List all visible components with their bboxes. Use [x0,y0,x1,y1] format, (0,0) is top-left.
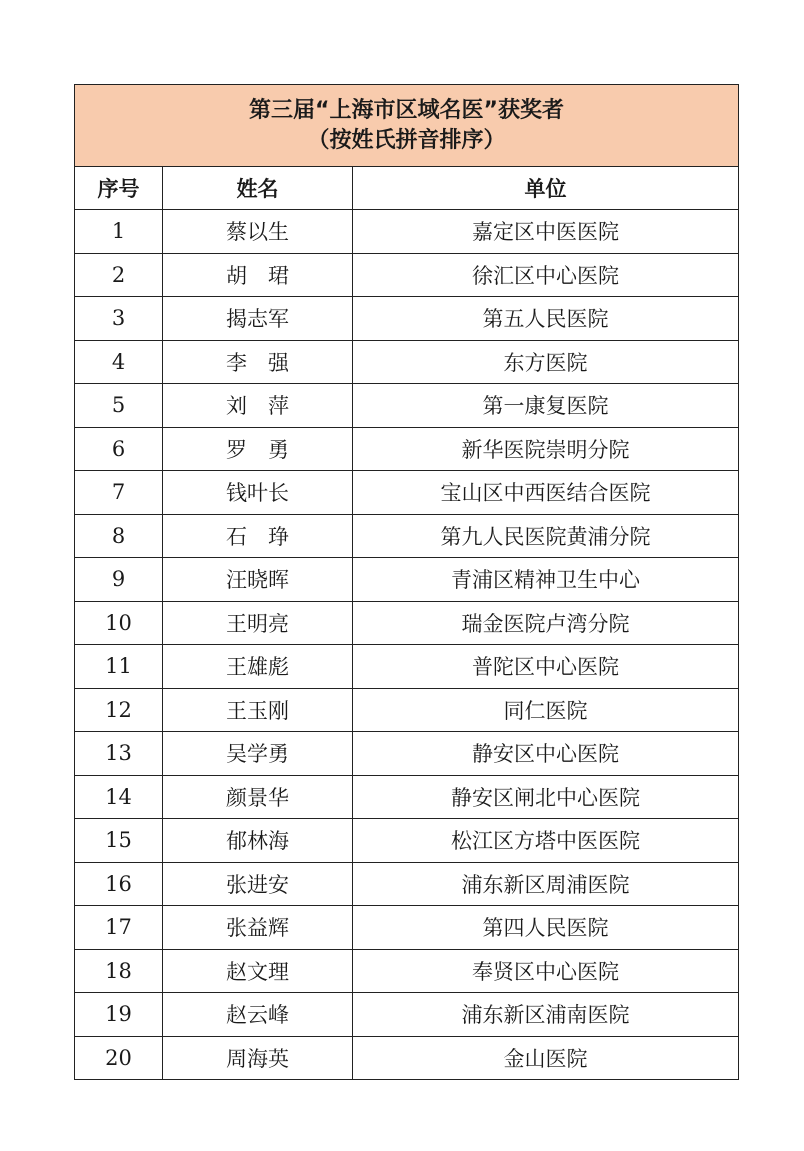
table-row [75,514,739,558]
row-unit-cell: 松江区方塔中医医院 [353,819,739,863]
row-unit-cell: 新华医院崇明分院 [353,427,739,471]
row-index-cell: 15 [75,819,163,863]
row-index-cell: 8 [75,514,163,558]
row-index-cell: 4 [75,340,163,384]
row-unit-cell: 宝山区中西医结合医院 [353,471,739,515]
row-unit-cell: 同仁医院 [353,688,739,732]
row-name-cell: 赵云峰 [163,993,353,1037]
row-name-cell: 汪晓晖 [163,558,353,602]
column-header-name: 姓名 [163,167,353,210]
title-line-1: 第三届“上海市区域名医”获奖者 [249,97,564,123]
row-unit-cell: 青浦区精神卫生中心 [353,558,739,602]
table-row [75,862,739,906]
row-name-cell: 吴学勇 [163,732,353,776]
row-index-cell: 10 [75,601,163,645]
row-index-cell: 12 [75,688,163,732]
row-unit-cell: 第九人民医院黄浦分院 [353,514,739,558]
row-unit-cell: 静安区中心医院 [353,732,739,776]
row-unit-cell: 普陀区中心医院 [353,645,739,689]
row-name-cell: 钱叶长 [163,471,353,515]
row-name-cell: 郁林海 [163,819,353,863]
row-index-cell: 14 [75,775,163,819]
row-unit-cell: 第一康复医院 [353,384,739,428]
column-header-index: 序号 [75,167,163,210]
row-index-cell: 7 [75,471,163,515]
row-index-cell: 17 [75,906,163,950]
row-unit-cell: 瑞金医院卢湾分院 [353,601,739,645]
row-name-cell: 刘 萍 [163,384,353,428]
table-row [75,819,739,863]
row-name-cell: 张进安 [163,862,353,906]
row-unit-cell: 奉贤区中心医院 [353,949,739,993]
row-name-cell: 王玉刚 [163,688,353,732]
table-row [75,949,739,993]
row-unit-cell: 嘉定区中医医院 [353,210,739,254]
row-name-cell: 颜景华 [163,775,353,819]
row-name-cell: 赵文理 [163,949,353,993]
row-unit-cell: 金山医院 [353,1036,739,1080]
table-row [75,775,739,819]
row-name-cell: 周海英 [163,1036,353,1080]
row-unit-cell: 浦东新区周浦医院 [353,862,739,906]
table-row [75,384,739,428]
table-row [75,297,739,341]
row-index-cell: 3 [75,297,163,341]
row-unit-cell: 第四人民医院 [353,906,739,950]
header-row [75,167,739,210]
row-name-cell: 蔡以生 [163,210,353,254]
row-name-cell: 李 强 [163,340,353,384]
row-unit-cell: 徐汇区中心医院 [353,253,739,297]
row-index-cell: 1 [75,210,163,254]
award-table [74,84,739,1080]
table-row [75,427,739,471]
row-index-cell: 13 [75,732,163,776]
table-row [75,253,739,297]
row-index-cell: 18 [75,949,163,993]
row-name-cell: 揭志军 [163,297,353,341]
table-row [75,601,739,645]
row-index-cell: 6 [75,427,163,471]
column-header-unit: 单位 [353,167,739,210]
row-unit-cell: 浦东新区浦南医院 [353,993,739,1037]
row-name-cell: 张益辉 [163,906,353,950]
table-row [75,1036,739,1080]
row-unit-cell: 第五人民医院 [353,297,739,341]
table-row [75,210,739,254]
row-index-cell: 11 [75,645,163,689]
row-unit-cell: 东方医院 [353,340,739,384]
table-row [75,993,739,1037]
row-name-cell: 王明亮 [163,601,353,645]
table-body [75,210,739,1080]
table-row [75,732,739,776]
table-row [75,471,739,515]
row-name-cell: 胡 珺 [163,253,353,297]
table-row [75,558,739,602]
row-name-cell: 罗 勇 [163,427,353,471]
row-index-cell: 2 [75,253,163,297]
row-index-cell: 5 [75,384,163,428]
table-row [75,688,739,732]
row-name-cell: 王雄彪 [163,645,353,689]
row-index-cell: 9 [75,558,163,602]
row-name-cell: 石 琤 [163,514,353,558]
table-title [75,85,739,167]
table-row [75,906,739,950]
row-index-cell: 19 [75,993,163,1037]
title-line-2: （按姓氏拼音排序） [307,127,506,153]
table-row [75,340,739,384]
row-index-cell: 16 [75,862,163,906]
row-unit-cell: 静安区闸北中心医院 [353,775,739,819]
table-row [75,645,739,689]
row-index-cell: 20 [75,1036,163,1080]
